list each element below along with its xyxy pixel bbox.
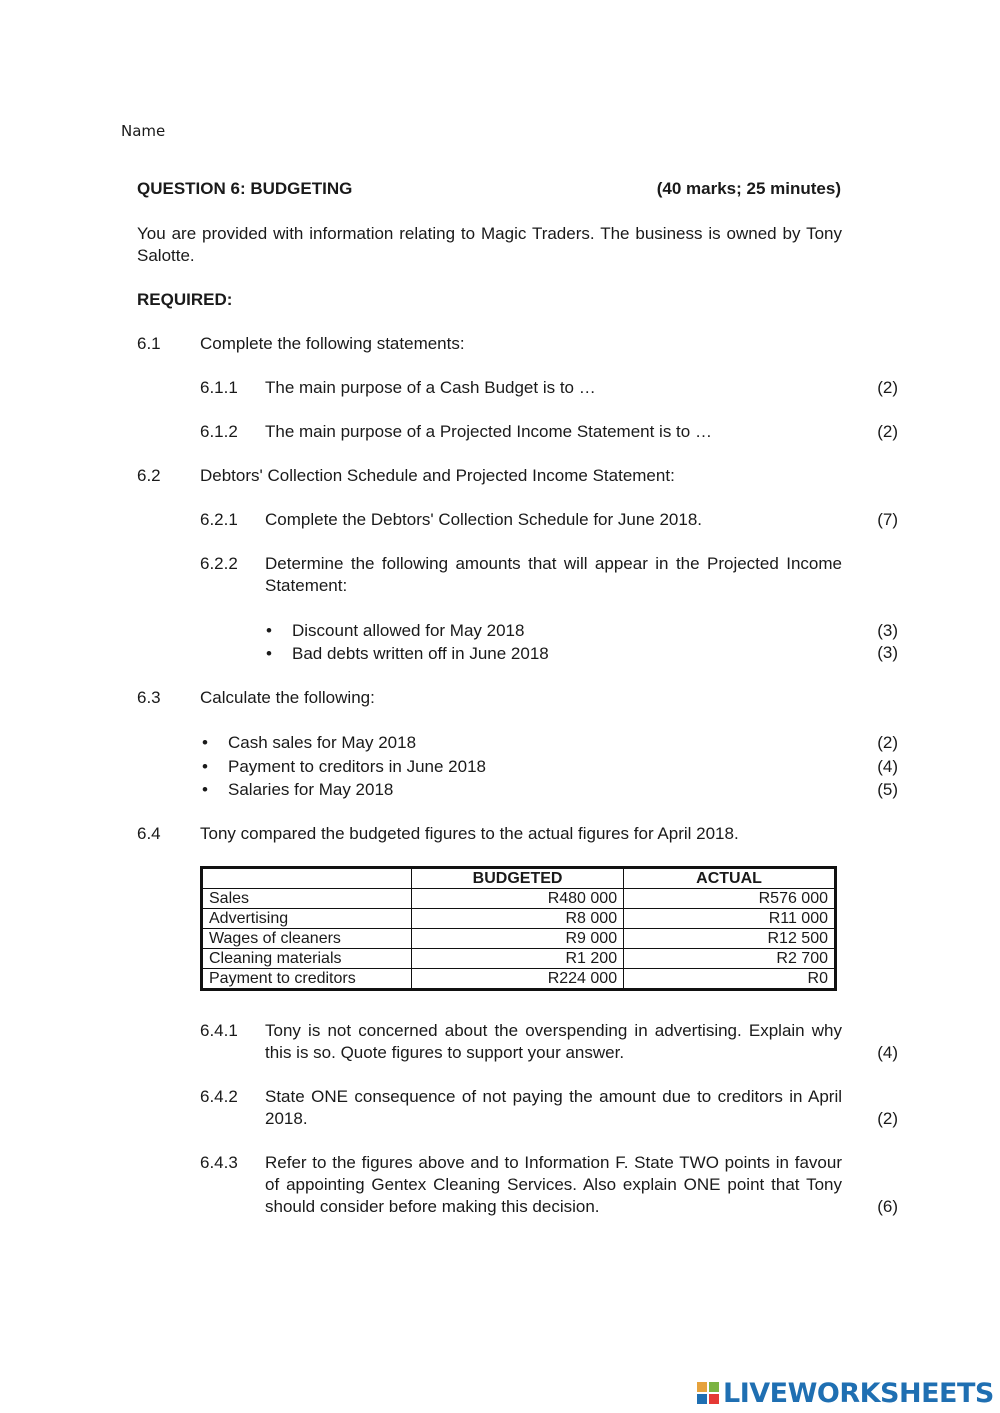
row-budgeted: R9 000	[412, 929, 624, 949]
q6-1-2-marks: (2)	[877, 422, 898, 441]
table-row	[202, 969, 836, 990]
q6-3-bullet-2: • Payment to creditors in June 2018	[228, 756, 486, 778]
q6-4-2-marks: (2)	[877, 1109, 898, 1128]
q6-4-text: Tony compared the budgeted figures to the actual figures for April 2018.	[200, 824, 739, 843]
q6-2-2-text: Determine the following amounts that will appear in the Projected Income Statement:	[265, 554, 842, 595]
row-budgeted: R480 000	[412, 889, 624, 909]
q6-3-number: 6.3	[137, 688, 161, 707]
q6-2-2-bullet-2: • Bad debts written off in June 2018	[292, 643, 549, 665]
row-actual: R576 000	[624, 889, 836, 909]
q6-3-bullet-1-marks: (2)	[877, 733, 898, 752]
q6-1-1-number: 6.1.1	[200, 378, 238, 397]
q6-1-text: Complete the following statements:	[200, 334, 465, 353]
q6-2-number: 6.2	[137, 466, 161, 485]
row-label: Wages of cleaners	[202, 929, 412, 949]
liveworksheets-logo-text: LIVEWORKSHEETS	[723, 1377, 994, 1409]
question-title: QUESTION 6: BUDGETING	[137, 179, 353, 198]
q6-3-bullet-2-marks: (4)	[877, 757, 898, 776]
q6-1-2-text: The main purpose of a Projected Income Statement is to …	[265, 422, 712, 441]
row-budgeted: R224 000	[412, 969, 624, 990]
row-label: Payment to creditors	[202, 969, 412, 990]
q6-1-1-marks: (2)	[877, 378, 898, 397]
name-label: Name	[121, 122, 166, 140]
q6-1-1-text: The main purpose of a Cash Budget is to …	[265, 378, 596, 397]
liveworksheets-logo[interactable]	[697, 1377, 994, 1409]
q6-4-3-number: 6.4.3	[200, 1153, 238, 1172]
table-header-row	[202, 868, 836, 889]
q6-4-3-text: Refer to the figures above and to Information F. State TWO points in favour of appointing Gentex Cleaning Services. Also explain ONE point that Tony should consider before making this decision.	[265, 1153, 842, 1216]
question-marks-time: (40 marks; 25 minutes)	[656, 179, 841, 198]
row-actual: R0	[624, 969, 836, 990]
q6-1-number: 6.1	[137, 334, 161, 353]
q6-2-2-bullet-2-marks: (3)	[877, 643, 898, 662]
q6-2-1-number: 6.2.1	[200, 510, 238, 529]
q6-1-2-number: 6.1.2	[200, 422, 238, 441]
row-budgeted: R8 000	[412, 909, 624, 929]
q6-4-3-marks: (6)	[877, 1197, 898, 1216]
q6-4-1-number: 6.4.1	[200, 1021, 238, 1040]
q6-4-2-number: 6.4.2	[200, 1087, 238, 1106]
table-header-actual: ACTUAL	[624, 868, 836, 889]
q6-3-bullet-1: • Cash sales for May 2018	[228, 732, 416, 754]
q6-3-text: Calculate the following:	[200, 688, 375, 707]
row-actual: R2 700	[624, 949, 836, 969]
q6-2-1-marks: (7)	[877, 510, 898, 529]
q6-4-1-text: Tony is not concerned about the overspending in advertising. Explain why this is so. Quote figures to support your answer.	[265, 1021, 842, 1062]
table-row	[202, 929, 836, 949]
required-label: REQUIRED:	[137, 290, 233, 309]
budget-comparison-table	[200, 866, 837, 991]
table-header-budgeted: BUDGETED	[412, 868, 624, 889]
q6-2-2-bullet-1-marks: (3)	[877, 621, 898, 640]
row-label: Advertising	[202, 909, 412, 929]
row-actual: R12 500	[624, 929, 836, 949]
liveworksheets-logo-icon	[697, 1382, 719, 1404]
table-row	[202, 949, 836, 969]
q6-3-bullet-3: • Salaries for May 2018	[228, 779, 393, 801]
row-actual: R11 000	[624, 909, 836, 929]
table-row	[202, 889, 836, 909]
row-label: Sales	[202, 889, 412, 909]
q6-2-2-number: 6.2.2	[200, 554, 238, 573]
q6-4-1-marks: (4)	[877, 1043, 898, 1062]
q6-2-text: Debtors' Collection Schedule and Projected Income Statement:	[200, 466, 675, 485]
row-budgeted: R1 200	[412, 949, 624, 969]
table-header-blank	[202, 868, 412, 889]
question-intro: You are provided with information relating to Magic Traders. The business is owned by Tony Salotte.	[137, 224, 842, 265]
row-label: Cleaning materials	[202, 949, 412, 969]
q6-3-bullet-3-marks: (5)	[877, 780, 898, 799]
q6-4-2-text: State ONE consequence of not paying the amount due to creditors in April 2018.	[265, 1087, 842, 1128]
table-row	[202, 909, 836, 929]
q6-2-1-text: Complete the Debtors' Collection Schedule for June 2018.	[265, 510, 703, 529]
q6-2-2-bullet-1: • Discount allowed for May 2018	[292, 620, 524, 642]
q6-4-number: 6.4	[137, 824, 161, 843]
